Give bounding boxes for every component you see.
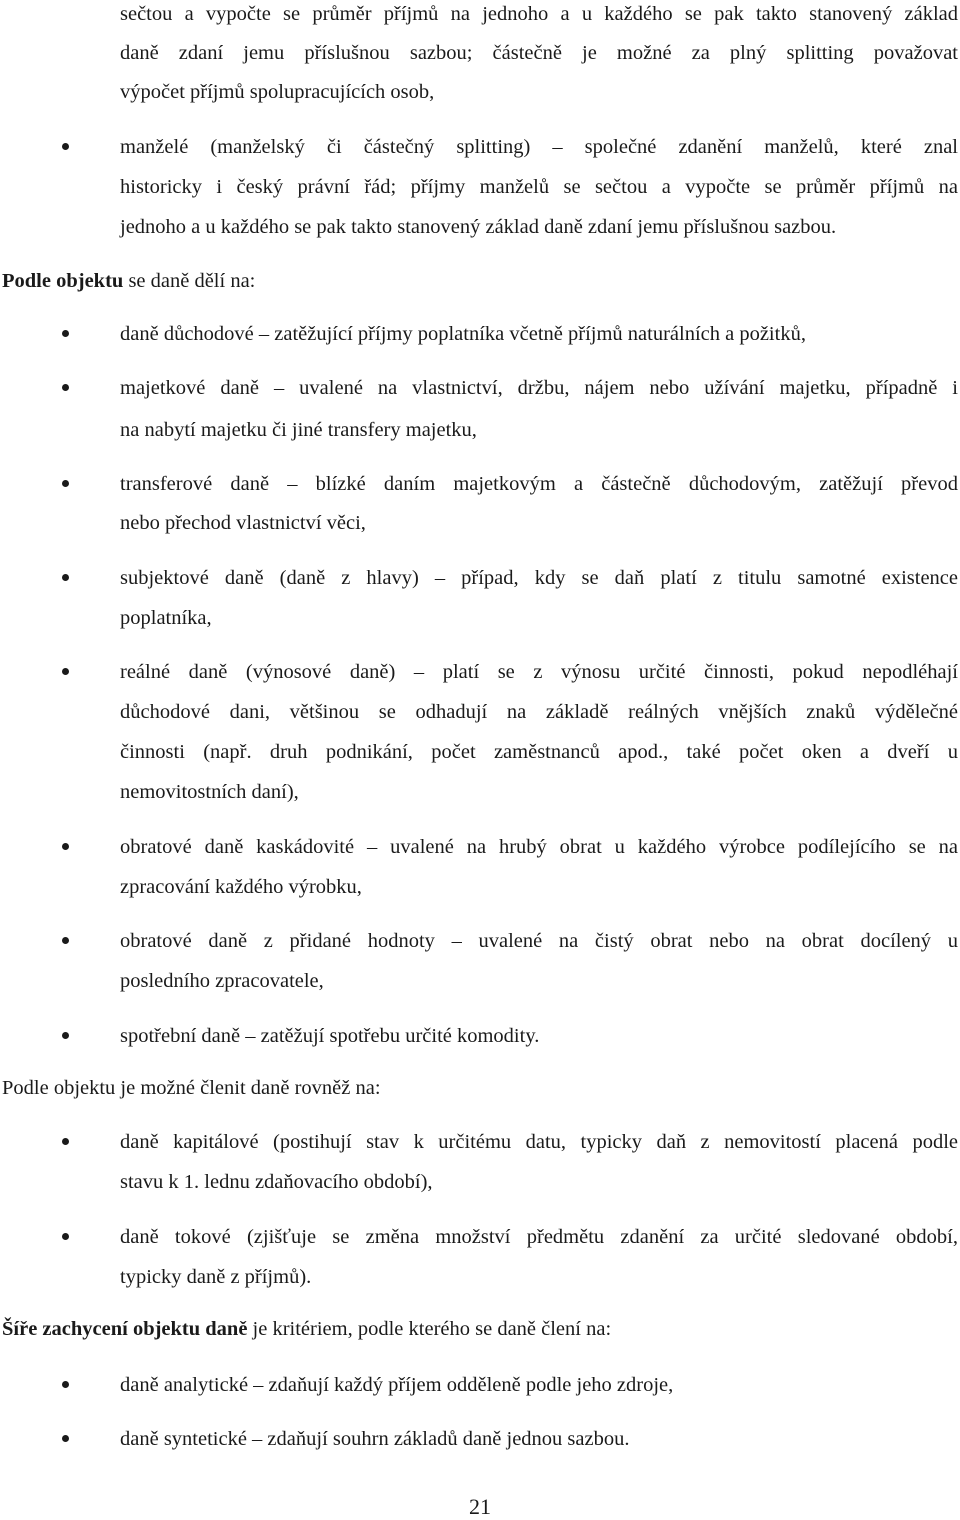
bullet-icon: [62, 574, 69, 581]
text-line: daně důchodové – zatěžující příjmy poplatníka včetně příjmů naturálních a požitků,: [120, 323, 806, 345]
text-line: nemovitostních daní),: [120, 781, 299, 803]
text-line: stavu k 1. lednu zdaňovacího období),: [120, 1171, 433, 1193]
text-line: daně tokové (zjišťuje se změna množství předmětu zdanění za určité sledované období,: [120, 1226, 958, 1248]
bullet-icon: [62, 1138, 69, 1145]
section-heading: Podle objektu je možné členit daně rovněž na:: [2, 1077, 381, 1099]
text-line: historicky i český právní řád; příjmy manželů se sečtou a vypočte se průměr příjmů na: [120, 176, 958, 198]
text-line: poplatníka,: [120, 607, 212, 629]
text-line: posledního zpracovatele,: [120, 970, 324, 992]
page-number: 21: [469, 1494, 491, 1519]
text-line: majetkové daně – uvalené na vlastnictví, držbu, nájem nebo užívání majetku, případně i: [120, 377, 958, 399]
text-line: daně analytické – zdaňují každý příjem odděleně podle jeho zdroje,: [120, 1374, 674, 1396]
text-line: na nabytí majetku či jiné transfery majetku,: [120, 419, 477, 441]
text-line: subjektové daně (daně z hlavy) – případ, kdy se daň platí z titulu samotné existence: [120, 567, 958, 589]
text-line: daně syntetické – zdaňují souhrn základů daně jednou sazbou.: [120, 1428, 630, 1450]
heading-bold: Šíře zachycení objektu daně: [2, 1318, 248, 1340]
bullet-icon: [62, 384, 69, 391]
bullet-icon: [62, 843, 69, 850]
section-heading: [2, 269, 958, 293]
bullet-icon: [62, 480, 69, 487]
text-line: spotřební daně – zatěžují spotřebu určité komodity.: [120, 1025, 540, 1047]
bullet-icon: [62, 1435, 69, 1442]
text-line: typicky daně z příjmů).: [120, 1266, 312, 1288]
text-line: zpracování každého výrobku,: [120, 876, 362, 898]
heading-bold: Podle objektu: [2, 270, 124, 292]
heading-rest: se daně dělí na:: [123, 270, 256, 292]
text-line: jednoho a u každého se pak takto stanovený základ daně zdaní jemu příslušnou sazbou.: [120, 216, 837, 238]
bullet-icon: [62, 1381, 69, 1388]
section-heading: [2, 1317, 958, 1341]
text-line: daně zdaní jemu příslušnou sazbou; částečně je možné za plný splitting považovat: [120, 42, 958, 64]
bullet-icon: [62, 668, 69, 675]
bullet-icon: [62, 1032, 69, 1039]
text-line: obratové daně kaskádovité – uvalené na hrubý obrat u každého výrobce podílejícího se na: [120, 836, 958, 858]
text-line: transferové daně – blízké daním majetkovým a částečně důchodovým, zatěžují převod: [120, 473, 958, 495]
text-line: nebo přechod vlastnictví věci,: [120, 512, 366, 534]
text-line: důchodové dani, většinou se odhadují na základě reálných vnějších znaků výdělečné: [120, 701, 958, 723]
text-line: obratové daně z přidané hodnoty – uvalené na čistý obrat nebo na obrat docílený u: [120, 930, 958, 952]
bullet-icon: [62, 1233, 69, 1240]
bullet-icon: [62, 937, 69, 944]
text-line: daně kapitálové (postihují stav k určitému datu, typicky daň z nemovitostí placená podle: [120, 1131, 958, 1153]
text-line: reálné daně (výnosové daně) – platí se z výnosu určité činnosti, pokud nepodléhají: [120, 661, 958, 683]
heading-rest: je kritériem, podle kterého se daně člení na:: [247, 1318, 612, 1340]
text-line: výpočet příjmů spolupracujících osob,: [120, 81, 435, 103]
text-line: činnosti (např. druh podnikání, počet zaměstnanců apod., také počet oken a dveří u: [120, 741, 958, 763]
bullet-icon: [62, 330, 69, 337]
bullet-icon: [62, 143, 69, 150]
text-line: manželé (manželský či částečný splitting) – společné zdanění manželů, které znal: [120, 136, 958, 158]
text-line: sečtou a vypočte se průměr příjmů na jednoho a u každého se pak takto stanovený základ: [120, 3, 958, 25]
